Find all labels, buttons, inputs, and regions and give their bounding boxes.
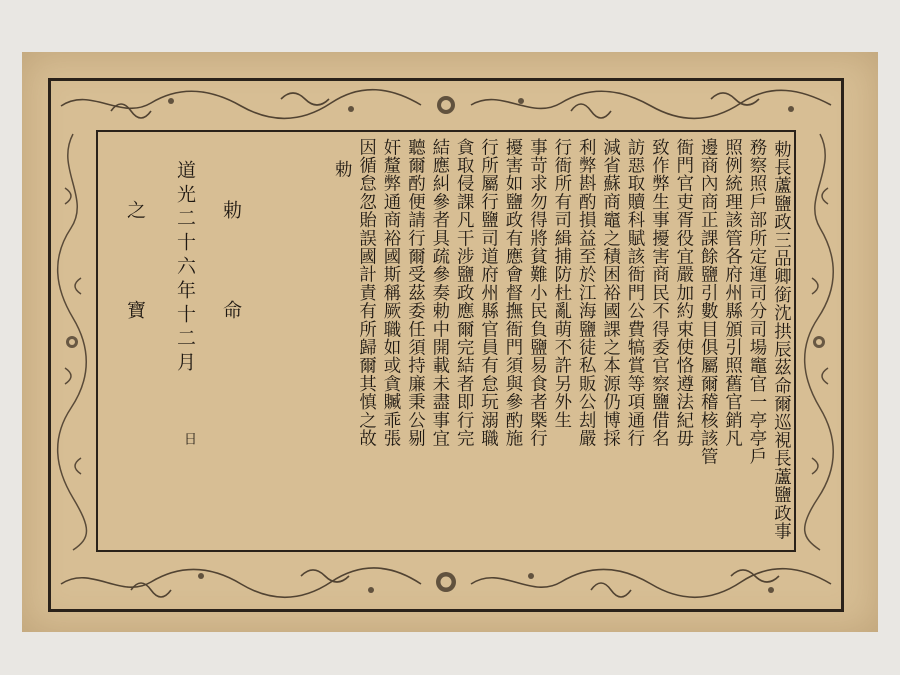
era-date: 道光二十六年十二月 (174, 160, 196, 376)
text-column: 貪取侵課凡干涉鹽政應爾完結者即行完 (453, 138, 474, 448)
text-column: 奸釐弊通商裕國斯稱厥職如或貪贓乖張 (380, 138, 400, 448)
text-column: 聽爾酌便請行爾受茲委任須持廉秉公剔 (404, 138, 425, 448)
decree-character: 勅 (220, 200, 242, 219)
text-column: 結應糾參者具疏參奏勅中開載未盡事宜 (428, 138, 449, 448)
seal-particle: 之 (124, 200, 146, 219)
text-column: 擾害如鹽政有應會督撫衙門須與參酌施 (502, 138, 522, 448)
seal-word: 寶 (124, 300, 146, 319)
text-column: 勅 (331, 160, 352, 179)
left-dragon-border (51, 128, 94, 554)
day-character: 日 (181, 432, 196, 445)
top-dragon-border (51, 81, 841, 128)
text-column: 致作弊生事擾害商民不得委官察鹽借名 (648, 138, 669, 448)
text-column: 照例統理該管各府州縣頒引照舊官銷凡 (721, 138, 742, 448)
text-column: 衙門官吏胥役宜嚴加約束使恪遵法紀毋 (672, 138, 693, 448)
right-dragon-border (798, 128, 841, 554)
text-column: 行衙所有司緝捕防杜亂萌不許另外生 (550, 138, 571, 430)
text-column: 務察照戶部所定運司分司場竈官一亭亭戶 (746, 138, 766, 466)
text-column: 勅長蘆鹽政三品卿銜沈拱辰茲命爾巡視長蘆鹽政事 (770, 140, 791, 541)
text-column: 減省蘇商竈之積困裕國課之本源仍博採 (599, 138, 620, 448)
text-column: 因循怠忽貽誤國計責有所歸爾其慎之故 (355, 138, 376, 448)
text-column: 邊商內商正課餘鹽引數目俱屬爾稽核該管 (697, 138, 718, 466)
bottom-dragon-border (51, 554, 841, 609)
text-column: 行所屬行鹽司道府州縣官員有怠玩溺職 (477, 138, 498, 448)
text-column: 訪惡取贖科賦該衙門公費犒賞等項通行 (624, 138, 644, 448)
text-column: 利弊斟酌損益至於江海鹽徒私販公刦嚴 (575, 138, 596, 448)
command-character: 命 (220, 300, 242, 319)
text-column: 事苛求勿得將貧難小民負鹽易食者槩行 (526, 138, 547, 448)
